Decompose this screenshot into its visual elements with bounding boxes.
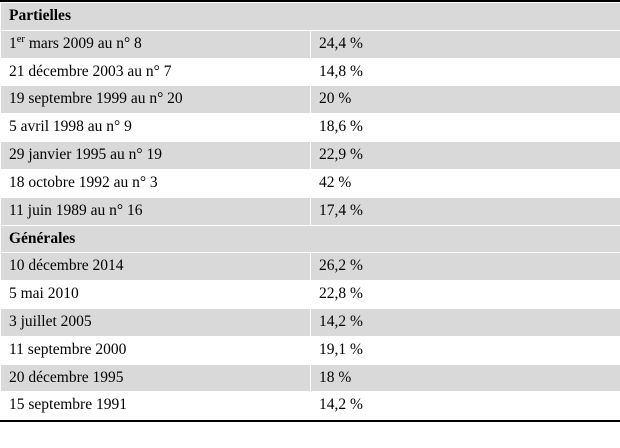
row-label-superscript: er [16, 33, 25, 45]
row-value: 20 % [311, 86, 620, 114]
row-label: 18 octobre 1992 au n° 3 [1, 169, 311, 197]
row-value: 22,9 % [311, 142, 620, 170]
row-label: 11 juin 1989 au n° 16 [1, 197, 311, 225]
table-row [1, 392, 620, 420]
row-value: 14,8 % [311, 58, 620, 86]
row-label-suffix: mars 2009 au n° 8 [24, 34, 142, 52]
row-label: 21 décembre 2003 au n° 7 [1, 58, 311, 86]
row-label: 11 septembre 2000 [1, 336, 311, 364]
row-label: 10 décembre 2014 [1, 253, 311, 281]
row-value: 26,2 % [311, 253, 620, 281]
table-row [1, 30, 620, 58]
table-row [1, 142, 620, 170]
row-label: 3 juillet 2005 [1, 308, 311, 336]
table-row [1, 114, 620, 142]
row-label: 29 janvier 1995 au n° 19 [1, 142, 311, 170]
row-value: 18,6 % [311, 114, 620, 142]
row-value: 19,1 % [311, 336, 620, 364]
row-value: 22,8 % [311, 281, 620, 309]
row-value: 24,4 % [311, 30, 620, 58]
election-results-table [0, 2, 620, 420]
table-row [1, 336, 620, 364]
table-row [1, 86, 620, 114]
table-row [1, 281, 620, 309]
table-row [1, 197, 620, 225]
table-row [1, 169, 620, 197]
section-header-partielles: Partielles [1, 3, 620, 31]
section-header-generales: Générales [1, 225, 620, 253]
row-label [1, 30, 311, 58]
row-label: 15 septembre 1991 [1, 392, 311, 420]
table-row [1, 308, 620, 336]
table-row [1, 58, 620, 86]
table-body [1, 3, 620, 420]
row-value: 14,2 % [311, 308, 620, 336]
row-label: 5 avril 1998 au n° 9 [1, 114, 311, 142]
row-value: 17,4 % [311, 197, 620, 225]
table-section-header-row [1, 225, 620, 253]
table-row [1, 364, 620, 392]
row-label: 5 mai 2010 [1, 281, 311, 309]
table-bottom-rule [0, 420, 620, 422]
table-section-header-row [1, 3, 620, 31]
table-row [1, 253, 620, 281]
row-value: 42 % [311, 169, 620, 197]
row-value: 18 % [311, 364, 620, 392]
row-value: 14,2 % [311, 392, 620, 420]
row-label: 19 septembre 1999 au n° 20 [1, 86, 311, 114]
row-label: 20 décembre 1995 [1, 364, 311, 392]
row-label-prefix: 1 [9, 34, 17, 52]
